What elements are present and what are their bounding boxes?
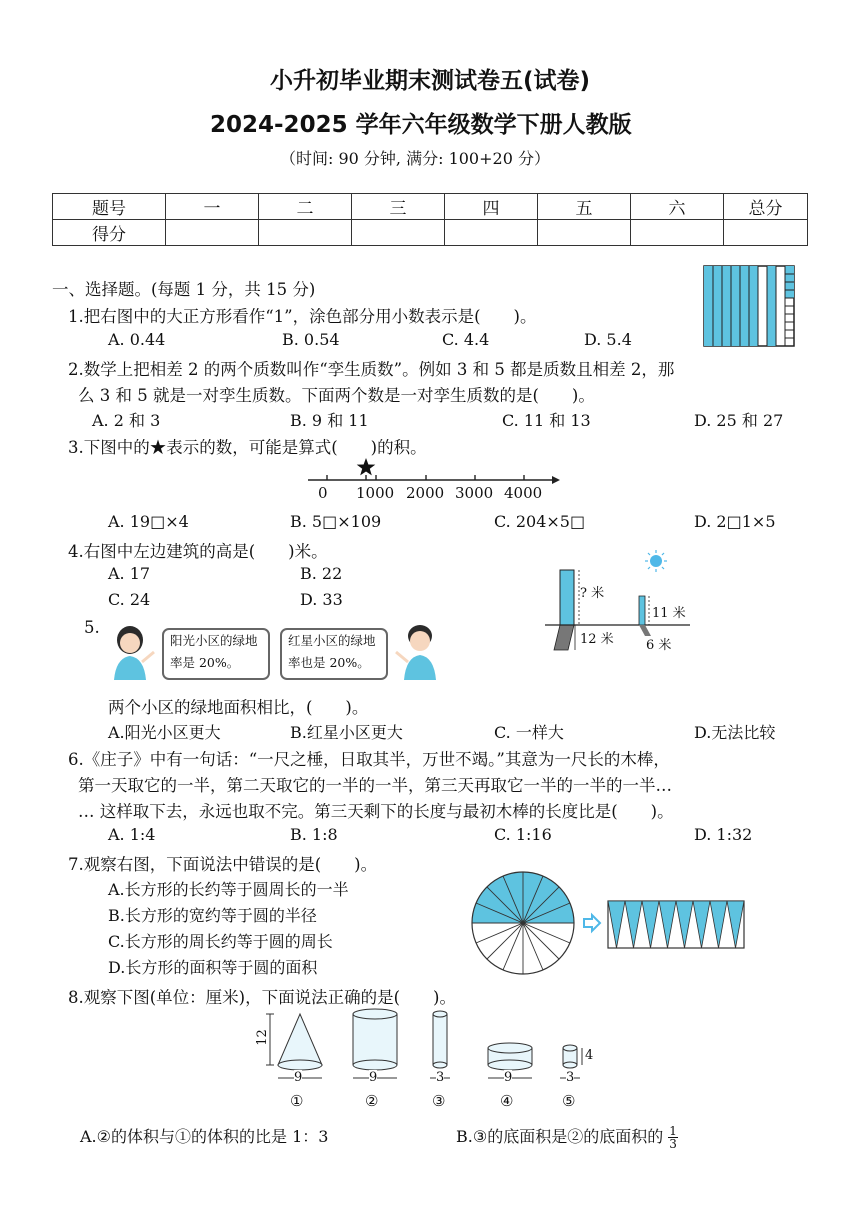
q6-text-line1: 6.《庄子》中有一句话：“一尺之棰，日取其半，万世不竭。”其意为一尺长的木棒，	[68, 750, 670, 769]
exam-info: （时间: 90 分钟, 满分: 100+20 分）	[280, 149, 550, 168]
q2-text-line1: 2.数学上把相差 2 的两个质数叫作“孪生质数”。例如 3 和 5 都是质数且相差 2，那	[68, 360, 675, 379]
page-subtitle: 2024-2025 学年六年级数学下册人教版	[210, 112, 632, 138]
star-icon	[357, 458, 376, 475]
score-row-label: 得分	[53, 220, 166, 246]
axis-label-1000: 1000	[356, 484, 395, 502]
q5-option-c[interactable]: C. 一样大	[494, 723, 564, 742]
speech-bubble-2	[280, 628, 388, 680]
score-cell[interactable]	[724, 220, 808, 246]
score-cell[interactable]	[352, 220, 445, 246]
q7-option-b[interactable]: B.长方形的宽约等于圆的半径	[108, 906, 317, 925]
q7-option-a[interactable]: A.长方形的长约等于圆周长的一半	[108, 880, 349, 899]
boy-icon	[394, 622, 442, 680]
q6-text-line3: … 这样取下去，永远也取不完。第三天剩下的长度与最初木棒的长度比是( )。	[78, 802, 674, 821]
q3-option-b[interactable]: B. 5□×109	[290, 512, 382, 531]
q1-grid-figure	[704, 266, 794, 346]
score-cell[interactable]	[538, 220, 631, 246]
dim-cone-diameter: 9	[294, 1070, 303, 1085]
q2-text-line2: 么 3 和 5 就是一对孪生质数。下面两个数是一对孪生质数的是( )。	[78, 386, 595, 405]
q4-option-a[interactable]: A. 17	[108, 564, 151, 583]
q3-option-d[interactable]: D. 2□1×5	[694, 512, 776, 531]
shape-label-5: ⑤	[562, 1092, 576, 1110]
label-6m: 6 米	[646, 638, 672, 653]
q1-option-b[interactable]: B. 0.54	[282, 330, 340, 349]
score-cell[interactable]	[166, 220, 259, 246]
q1-option-c[interactable]: C. 4.4	[442, 330, 490, 349]
fraction-denominator: 3	[669, 1137, 677, 1151]
dim-cone-height: 12	[254, 1029, 270, 1046]
label-unknown-height: ? 米	[580, 586, 605, 601]
q6-option-c[interactable]: C. 1:16	[494, 825, 552, 844]
q8-option-b-text: B.③的底面积是②的底面积的	[456, 1127, 664, 1146]
label-12m: 12 米	[580, 632, 614, 647]
score-header-cell: 三	[352, 194, 445, 220]
bubble1-line1: 阳光小区的绿地	[170, 633, 258, 648]
q6-option-d[interactable]: D. 1:32	[694, 825, 753, 844]
dim-cyl5-diameter: 3	[566, 1070, 575, 1085]
q5-option-b[interactable]: B.红星小区更大	[290, 723, 403, 742]
q2-option-a[interactable]: A. 2 和 3	[92, 411, 161, 430]
bubble1-line2: 率是 20%。	[170, 655, 240, 670]
shape-label-4: ④	[500, 1092, 514, 1110]
q8-option-b[interactable]	[456, 1124, 678, 1150]
q5-option-a[interactable]: A.阳光小区更大	[108, 723, 221, 742]
q3-option-a[interactable]: A. 19□×4	[108, 512, 189, 531]
q4-option-b[interactable]: B. 22	[300, 564, 343, 583]
page-title: 小升初毕业期末测试卷五(试卷)	[270, 68, 591, 94]
axis-label-4000: 4000	[504, 484, 543, 502]
q7-option-d[interactable]: D.长方形的面积等于圆的面积	[108, 958, 318, 977]
q1-option-d[interactable]: D. 5.4	[584, 330, 632, 349]
score-header-cell: 二	[259, 194, 352, 220]
dim-cyl5-height: 4	[585, 1048, 594, 1063]
q5-option-d[interactable]: D.无法比较	[694, 723, 776, 742]
q1-option-a[interactable]: A. 0.44	[108, 330, 166, 349]
q4-text: 4.右图中左边建筑的高是( )米。	[68, 542, 328, 561]
q8-text: 8.观察下图(单位：厘米)，下面说法正确的是( )。	[68, 988, 456, 1007]
q6-text-line2: 第一天取它的一半，第二天取它的一半的一半，第三天再取它一半的一半的一半…	[78, 776, 672, 795]
sun-icon	[650, 555, 662, 567]
dim-cyl3-diameter: 3	[436, 1070, 445, 1085]
shape-label-2: ②	[365, 1092, 379, 1110]
q8-solids-figure	[258, 1010, 598, 1115]
q5-text: 两个小区的绿地面积相比，( )。	[108, 698, 369, 717]
shape-label-1: ①	[290, 1092, 304, 1110]
q4-option-d[interactable]: D. 33	[300, 590, 343, 609]
q8-option-a[interactable]: A.②的体积与①的体积的比是 1：3	[80, 1127, 329, 1146]
dim-cyl4-diameter: 9	[504, 1070, 513, 1085]
q7-circle-rearrange-figure	[468, 868, 748, 980]
score-cell[interactable]	[445, 220, 538, 246]
bubble2-line2: 率也是 20%。	[288, 655, 370, 670]
score-header-cell: 总分	[724, 194, 808, 220]
score-header-cell: 四	[445, 194, 538, 220]
q3-text: 3.下图中的★表示的数，可能是算式( )的积。	[68, 438, 427, 457]
score-cell[interactable]	[631, 220, 724, 246]
q6-option-b[interactable]: B. 1:8	[290, 825, 338, 844]
score-header-cell: 题号	[53, 194, 166, 220]
q6-option-a[interactable]: A. 1:4	[108, 825, 156, 844]
girl-icon	[108, 624, 156, 680]
score-table	[52, 193, 808, 246]
axis-label-3000: 3000	[455, 484, 494, 502]
dim-cyl2-diameter: 9	[369, 1070, 378, 1085]
q3-option-c[interactable]: C. 204×5□	[494, 512, 586, 531]
q7-text: 7.观察右图，下面说法中错误的是( )。	[68, 855, 378, 874]
shape-label-3: ③	[432, 1092, 446, 1110]
score-header-cell: 一	[166, 194, 259, 220]
fraction-numerator: 1	[669, 1124, 677, 1138]
section-heading: 一、选择题。(每题 1 分，共 15 分)	[52, 280, 316, 299]
q4-option-c[interactable]: C. 24	[108, 590, 151, 609]
q2-option-c[interactable]: C. 11 和 13	[502, 411, 591, 430]
score-header-cell: 六	[631, 194, 724, 220]
bubble2-line1: 红星小区的绿地	[288, 633, 376, 648]
score-header-cell: 五	[538, 194, 631, 220]
q2-option-d[interactable]: D. 25 和 27	[694, 411, 784, 430]
axis-label-2000: 2000	[406, 484, 445, 502]
score-cell[interactable]	[259, 220, 352, 246]
q7-option-c[interactable]: C.长方形的周长约等于圆的周长	[108, 932, 333, 951]
q2-option-b[interactable]: B. 9 和 11	[290, 411, 369, 430]
q1-text: 1.把右图中的大正方形看作“1”，涂色部分用小数表示是( )。	[68, 307, 537, 326]
q5-number: 5.	[84, 618, 100, 637]
speech-bubble-1	[162, 628, 270, 680]
label-11m: 11 米	[652, 606, 686, 621]
fraction-one-third	[668, 1125, 678, 1150]
axis-label-0: 0	[318, 484, 328, 502]
